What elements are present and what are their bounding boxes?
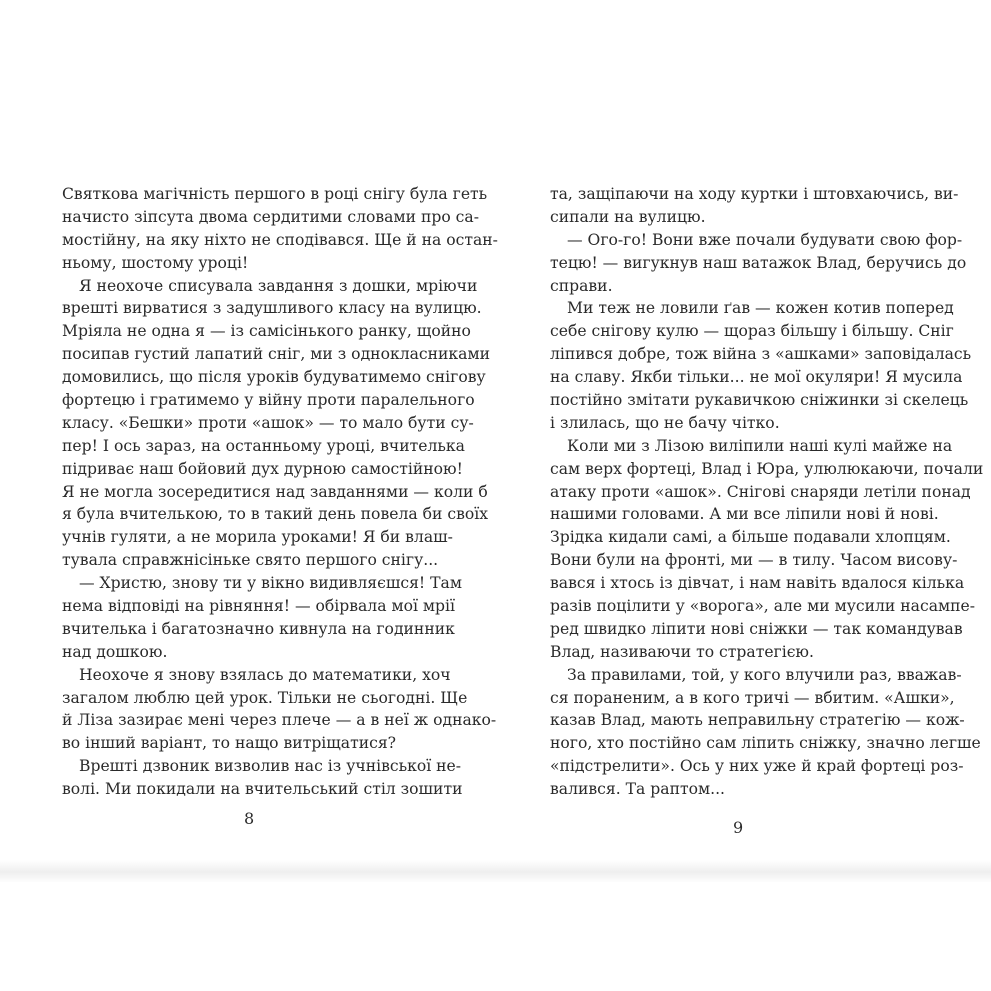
text-line: во інший варіант, то нащо витріщатися? (62, 734, 397, 753)
text-line: Я не могла зосередитися над завданнями — коли б (62, 482, 488, 501)
page-number-left: 8 (244, 809, 255, 828)
text-line: — Ого-го! Вони вже почали будувати свою фор- (567, 230, 963, 249)
text-line: нашими головами. А ми все ліпили нові й нові. (550, 505, 939, 524)
text-line: тецю! — вигукнув наш ватажок Влад, беручись до (550, 253, 967, 272)
right-page (550, 183, 984, 801)
text-line: мостійну, на яку ніхто не сподівався. Ще й на остан- (62, 230, 498, 249)
text-line: тувала справжнісіньке свято першого снігу... (62, 551, 439, 570)
text-line: себе снігову кулю — щораз більшу і більшу. Сніг (550, 322, 954, 341)
text-line: над дошкою. (62, 642, 168, 661)
text-line: казав Влад, мають неправильну стратегію — кож- (550, 711, 965, 730)
text-line: та, защіпаючи на ходу куртки і штовхаючись, ви- (550, 185, 959, 203)
text-line: разів поцілити у «ворога», але ми мусили насампе- (550, 597, 976, 616)
text-line: пер! І ось зараз, на останньому уроці, вчителька (62, 436, 465, 455)
text-line: Влад, називаючи то стратегією. (550, 642, 814, 661)
text-line: загалом люблю цей урок. Тільки не сьогодні. Ще (62, 688, 468, 707)
text-line: й Ліза зазирає мені через плече — а в неї ж однако- (62, 711, 497, 730)
text-line: сам верх фортеці, Влад і Юра, улюлюкаючи, почали (550, 459, 984, 478)
text-line: постійно змітати рукавичкою сніжинки зі скелець (550, 391, 969, 410)
text-line: справи. (550, 276, 613, 295)
text-line: домовились, що після уроків будуватимемо снігову (62, 368, 486, 387)
text-line: фортецю і гратимемо у війну проти паралельного (62, 391, 475, 410)
text-line: За правилами, той, у кого влучили раз, вважав- (567, 665, 962, 684)
text-line: ся пораненим, а в кого тричі — вбитим. «Ашки», (550, 688, 955, 707)
left-page (62, 183, 498, 801)
text-line: ред швидко ліпити нові сніжки — так командував (550, 619, 963, 638)
text-line: Мріяла не одна я — із самісінького ранку, щойно (62, 322, 471, 341)
text-line: врешті вирватися з задушливого класу на вулицю. (62, 299, 482, 318)
text-line: — Христю, знову ти у вікно видивляєшся! Там (79, 574, 462, 593)
text-line: Коли ми з Лізою виліпили наші кулі майже на (567, 436, 953, 455)
text-line: учнів гуляти, а не морила уроками! Я би влаш- (62, 528, 453, 547)
page-number-right: 9 (733, 818, 744, 837)
text-line: волі. Ми покидали на вчительський стіл зошити (62, 780, 463, 799)
text-line: підриває наш бойовий дух дурною самостійною! (62, 459, 463, 478)
page-edge-shadow (0, 860, 991, 882)
text-line: Вони були на фронті, ми — в тилу. Часом висову- (550, 551, 958, 570)
text-line: Врешті дзвоник визволив нас із учнівської не- (79, 757, 462, 776)
text-line: сипали на вулицю. (550, 207, 706, 226)
text-line: Святкова магічність першого в році снігу була геть (62, 185, 488, 203)
text-line: і злилась, що не бачу чітко. (550, 413, 780, 432)
text-line: Неохоче я знову взялась до математики, хоч (79, 665, 451, 684)
text-line: нема відповіді на рівняння! — обірвала мої мрії (62, 597, 456, 616)
text-line: вався і хтось із дівчат, і нам навіть вдалося кілька (550, 574, 965, 593)
text-line: Ми теж не ловили ґав — кожен котив поперед (567, 299, 954, 318)
text-line: Я неохоче списувала завдання з дошки, мріючи (79, 276, 478, 295)
text-line: посипав густий лапатий сніг, ми з однокласниками (62, 345, 490, 364)
text-line: атаку проти «ашок». Снігові снаряди летіли понад (550, 482, 971, 501)
text-line: ного, хто постійно сам ліпить сніжку, значно легше (550, 734, 981, 753)
text-line: валився. Та раптом... (550, 780, 725, 799)
text-line: ліпився добре, тож війна з «ашками» заповідалась (550, 345, 972, 364)
text-line: начисто зіпсута двома сердитими словами про са- (62, 207, 479, 226)
text-line: на славу. Якби тільки... не мої окуляри! Я мусила (550, 368, 963, 387)
text-line: «підстрелити». Ось у них уже й край фортеці роз- (550, 757, 964, 776)
text-line: ньому, шостому уроці! (62, 253, 249, 272)
text-line: я була вчителькою, то в такий день повела би своїх (62, 505, 489, 524)
text-line: Зрідка кидали самі, а більше подавали хлопцям. (550, 528, 951, 547)
text-line: класу. «Бешки» проти «ашок» — то мало бути су- (62, 413, 474, 432)
text-line: вчителька і багатозначно кивнула на годинник (62, 619, 455, 638)
